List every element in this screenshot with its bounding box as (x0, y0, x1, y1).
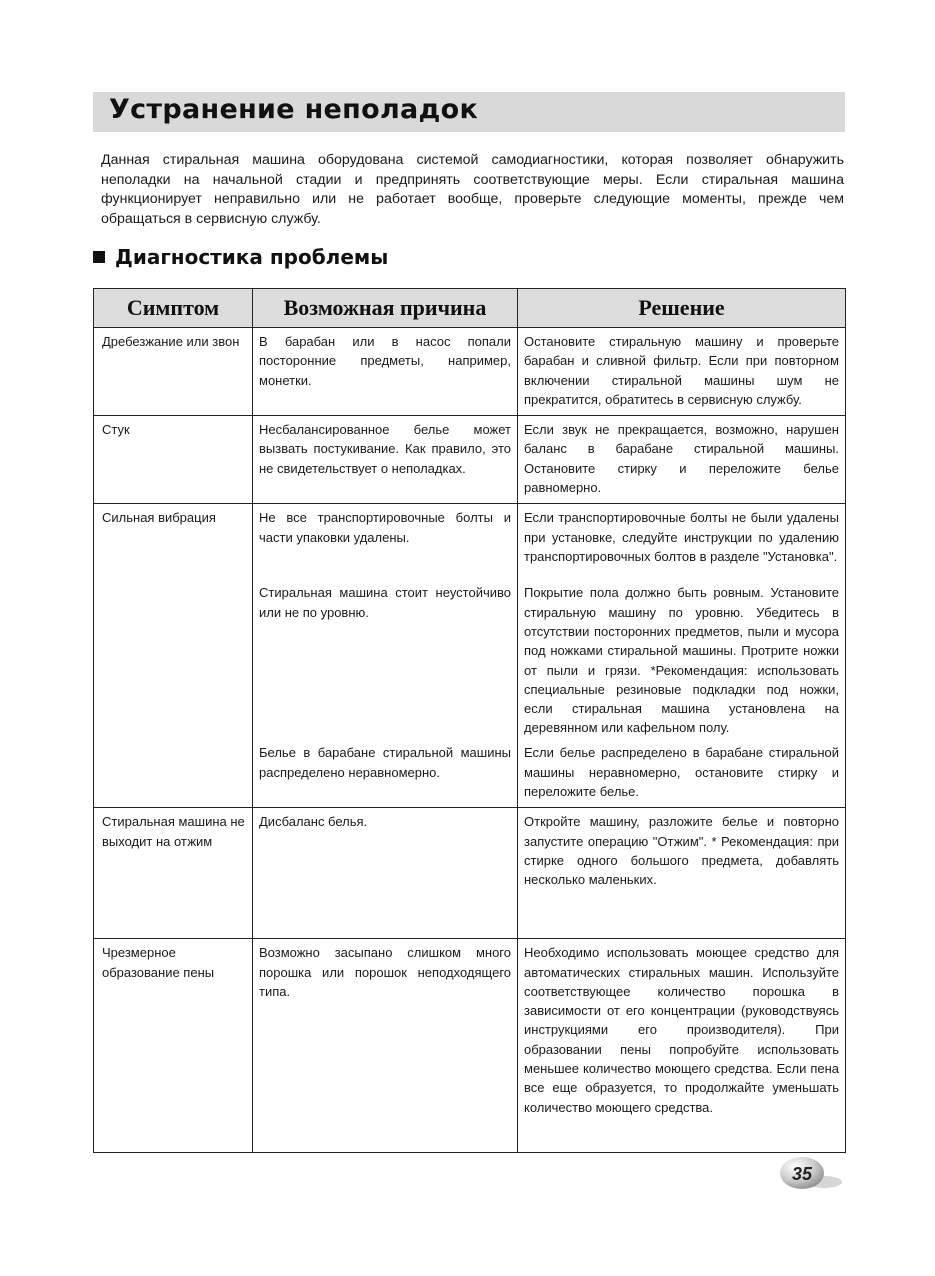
solution-text: Покрытие пола должно быть ровным. Установите стиральную машину по уровню. Убедитесь в отсутствии посторонних предметов, пыли и мусора под ножками стиральной машины. Протрите ножки от пыли и грязи. *Рекомендация: использовать специальные резиновые подкладки под ножки, если стиральная машина установлена на деревянном или кафельном полу. (524, 585, 839, 736)
table-header-row (94, 289, 846, 328)
symptom-cell: Стук (94, 416, 253, 504)
symptom-cell: Сильная вибрация (94, 504, 253, 808)
table-row (94, 504, 846, 808)
symptom-cell: Дребезжание или звон (94, 328, 253, 416)
page-title: Устранение неполадок (109, 94, 479, 125)
cause-text: Не все транспортировочные болты и части упаковки удалены. (259, 510, 511, 545)
table-row (94, 939, 846, 1153)
table-row (94, 808, 846, 939)
symptom-cell: Чрезмерное образование пены (94, 939, 253, 1153)
solution-cell: Откройте машину, разложите белье и повторно запустите операцию "Отжим". * Рекомендация: при стирке одного большого предмета, добавлять несколько маленьких. (518, 808, 846, 939)
cause-cell (253, 504, 518, 808)
section-heading (93, 245, 388, 269)
diagnostics-table (93, 288, 846, 1153)
table-row (94, 328, 846, 416)
header-solution: Решение (518, 289, 846, 328)
table-row (94, 416, 846, 504)
cause-cell: Возможно засыпано слишком много порошка или порошок неподходящего типа. (253, 939, 518, 1153)
page-number-badge (778, 1155, 846, 1193)
cause-cell: В барабан или в насос попали посторонние предметы, например, монетки. (253, 328, 518, 416)
header-symptom: Симптом (94, 289, 253, 328)
solution-cell: Если звук не прекращается, возможно, нарушен баланс в барабане стиральной машины. Остановите стирку и переложите белье равномерно. (518, 416, 846, 504)
cause-cell: Дисбаланс белья. (253, 808, 518, 939)
solution-cell (518, 504, 846, 808)
cause-cell: Несбалансированное белье может вызвать постукивание. Как правило, это не свидетельствует о неполадках. (253, 416, 518, 504)
title-bar (93, 92, 845, 132)
cause-text: Стиральная машина стоит неустойчиво или не по уровню. (259, 585, 511, 620)
header-cause: Возможная причина (253, 289, 518, 328)
solution-text: Если транспортировочные болты не были удалены при установке, следуйте инструкции по удалению транспортировочных болтов в разделе "Установка". (524, 510, 839, 564)
cause-text: Белье в барабане стиральной машины распределено неравномерно. (259, 745, 511, 780)
solution-text: Если белье распределено в барабане стиральной машины неравномерно, остановите стирку и переложите белье. (524, 745, 839, 799)
solution-cell: Необходимо использовать моющее средство для автоматических стиральных машин. Используйте соответствующее количество порошка в зависимости от его концентрации (руководствуясь инструкциями его производителя). При образовании пены попробуйте использовать меньшее количество моющего средства. Если пена все еще образуется, то продолжайте уменьшать количество моющего средства. (518, 939, 846, 1153)
solution-cell: Остановите стиральную машину и проверьте барабан и сливной фильтр. Если при повторном включении стиральной машины шум не прекратится, обратитесь в сервисную службу. (518, 328, 846, 416)
intro-paragraph: Данная стиральная машина оборудована системой самодиагностики, которая позволяет обнаружить неполадки на начальной стадии и предпринять соответствующие меры. Если стиральная машина функционирует неправильно или не работает вообще, проверьте следующие моменты, прежде чем обращаться в сервисную службу. (101, 152, 844, 227)
section-title: Диагностика проблемы (115, 245, 389, 269)
symptom-cell: Стиральная машина не выходит на отжим (94, 808, 253, 939)
page-number: 35 (791, 1164, 813, 1184)
square-bullet-icon (93, 251, 105, 263)
